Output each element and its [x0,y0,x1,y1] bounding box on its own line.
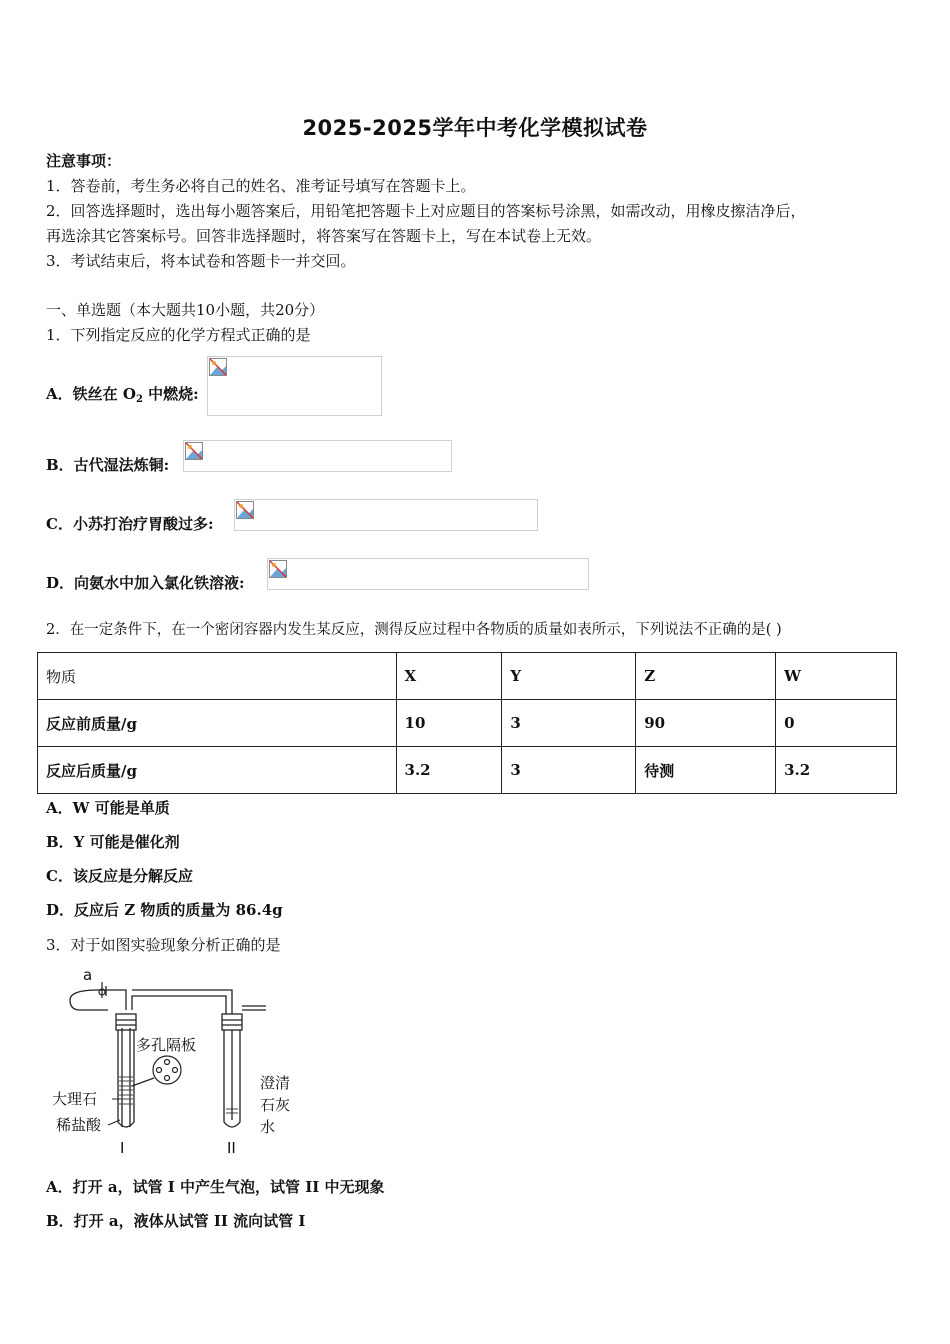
table-cell: 90 [636,700,776,747]
notice-item-3: 3．考试结束后，将本试卷和答题卡一并交回。 [46,252,356,270]
q2-option-d: D．反应后 Z 物质的质量为 86.4g [46,901,283,919]
notice-item-2-cont: 再选涂其它答案标号。回答非选择题时，将答案写在答题卡上，写在本试卷上无效。 [46,227,602,245]
q1-equation-d-image [267,558,589,590]
q1-equation-b-image [183,440,452,472]
label-tube-1: I [120,1139,125,1157]
notice-item-2: 2．回答选择题时，选出每小题答案后，用铅笔把答题卡上对应题目的答案标号涂黑，如需改动，用橡皮擦洁净后， [46,202,806,220]
notice-item-1: 1．答卷前，考生务必将自己的姓名、准考证号填写在答题卡上。 [46,177,476,195]
table-cell: 3.2 [396,747,502,794]
q1-option-a-pre: A．铁丝在 O [46,385,136,403]
table-cell: 待测 [636,747,776,794]
table-header-cell: Z [636,653,776,700]
table-header-cell: Y [502,653,636,700]
q3-apparatus-diagram [46,962,316,1162]
test-tube-1 [116,1014,136,1127]
label-porous-plate: 多孔隔板 [136,1036,197,1054]
label-a: a [83,966,93,984]
page-title: 2025-2025学年中考化学模拟试卷 [302,116,648,140]
q3-stem: 3．对于如图实验现象分析正确的是 [46,936,281,954]
table-cell: 10 [396,700,502,747]
label-limewater-2: 石灰 [260,1096,291,1114]
table-row [38,747,897,794]
label-limewater-1: 澄清 [260,1074,291,1092]
q1-option-c: C．小苏打治疗胃酸过多: [46,515,214,533]
broken-image-icon [185,442,203,460]
table-cell: 3.2 [776,747,897,794]
table-header-cell: X [396,653,502,700]
q1-option-b: B．古代湿法炼铜: [46,456,170,474]
q3-option-a: A．打开 a，试管 I 中产生气泡，试管 II 中无现象 [46,1178,385,1196]
q2-mass-table [37,652,897,794]
notice-heading: 注意事项： [46,152,122,170]
label-marble: 大理石 [52,1090,98,1108]
table-cell: 反应前质量/g [38,700,397,747]
table-cell: 0 [776,700,897,747]
q1-option-a [46,384,199,410]
q3-option-b: B．打开 a，液体从试管 II 流向试管 I [46,1212,306,1230]
q2-option-a: A．W 可能是单质 [46,799,170,817]
stopcock-a [99,982,105,998]
table-cell: 3 [502,747,636,794]
test-tube-2 [222,1014,242,1127]
q2-option-b: B．Y 可能是催化剂 [46,833,180,851]
table-header-cell: W [776,653,897,700]
q1-option-d: D．向氨水中加入氯化铁溶液: [46,574,245,592]
section-heading: 一、单选题（本大题共10小题，共20分） [46,301,325,319]
q1-option-a-sub: 2 [135,394,143,405]
q1-equation-a-image [207,356,382,416]
table-cell: 反应后质量/g [38,747,397,794]
q1-stem: 1．下列指定反应的化学方程式正确的是 [46,326,311,344]
table-row [38,700,897,747]
label-tube-2: II [227,1139,236,1157]
q2-stem: 2．在一定条件下，在一个密闭容器内发生某反应，测得反应过程中各物质的质量如表所示，下列说法不正确的是( ) [46,622,782,638]
broken-image-icon [209,358,227,376]
table-header-cell: 物质 [38,653,397,700]
table-header-row [38,653,897,700]
q1-option-a-post: 中燃烧: [142,385,199,403]
broken-image-icon [269,560,287,578]
table-cell: 3 [502,700,636,747]
label-hydrochloric-acid: 稀盐酸 [56,1116,102,1134]
label-limewater-3: 水 [260,1118,276,1136]
q2-option-c: C．该反应是分解反应 [46,867,193,885]
q1-equation-c-image [234,499,538,531]
broken-image-icon [236,501,254,519]
porous-plate-detail [132,1056,181,1086]
